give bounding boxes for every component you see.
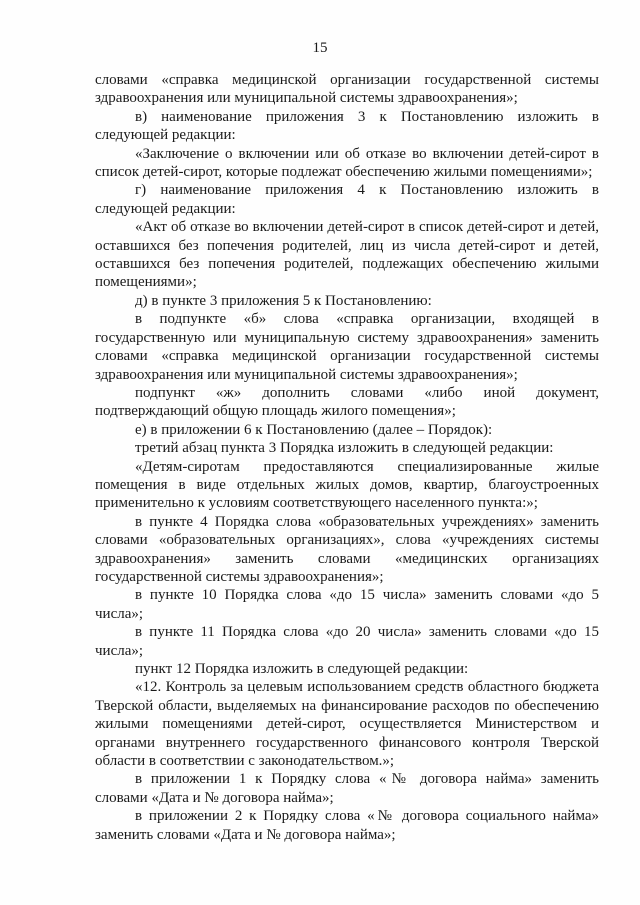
- paragraph: в приложении 1 к Порядку слова «№ договора найма» заменить словами «Дата и № договора найма»;: [95, 771, 599, 806]
- page-number: 15: [312, 40, 328, 56]
- paragraph: в пункте 11 Порядка слова «до 20 числа» заменить словами «до 15 числа»;: [95, 624, 599, 659]
- paragraph: д) в пункте 3 приложения 5 к Постановлению:: [135, 292, 432, 309]
- paragraph: в подпункте «б» слова «справка организации, входящей в государственную или муниципальную систему здравоохранения» заменить словами «справка медицинской организации государственной системы здравоохранения или муниципальной системы здравоохранения»;: [95, 311, 599, 383]
- paragraph: «Детям-сиротам предоставляются специализированные жилые помещения в виде отдельных жилых домов, квартир, благоустроенных применительно к условиям соответствующего населенного пункта:»;: [95, 458, 599, 512]
- paragraph: в приложении 2 к Порядку слова «№ договора социального найма» заменить словами «Дата и № договора найма»;: [95, 808, 599, 843]
- paragraph: «Заключение о включении или об отказе во включении детей-сирот в список детей-сирот, которые подлежат обеспечению жилыми помещениями»;: [95, 145, 599, 181]
- paragraph: подпункт «ж» дополнить словами «либо иной документ, подтверждающий общую площадь жилого помещения»;: [95, 384, 599, 420]
- paragraph: е) в приложении 6 к Постановлению (далее – Порядок):: [135, 421, 493, 438]
- paragraph: в) наименование приложения 3 к Постановлению изложить в следующей редакции:: [95, 108, 599, 144]
- paragraph: в пункте 4 Порядка слова «образовательных учреждениях» заменить словами «образовательных организациях», слова «учреждениях системы здравоохранения» заменить словами «медицинских организациях государственной системы здравоохранения»;: [95, 513, 599, 585]
- paragraph: «12. Контроль за целевым использованием средств областного бюджета Тверской области, выделяемых на финансирование расходов по обеспечению жилыми помещениями детей-сирот, осуществляется Министерством и органами внутреннего государственного финансового контроля Тверской области в соответствии с законодательством.»;: [95, 679, 599, 770]
- paragraph: «Акт об отказе во включении детей-сирот в список детей-сирот и детей, оставшихся без попечения родителей, лиц из числа детей-сирот и детей, оставшихся без попечения родителей, подлежащих обеспечению жилыми помещениями»;: [95, 219, 599, 291]
- paragraph: г) наименование приложения 4 к Постановлению изложить в следующей редакции:: [95, 182, 599, 217]
- paragraph: в пункте 10 Порядка слова «до 15 числа» заменить словами «до 5 числа»;: [95, 587, 599, 622]
- paragraph: третий абзац пункта 3 Порядка изложить в следующей редакции:: [135, 440, 554, 457]
- paragraph: пункт 12 Порядка изложить в следующей редакции:: [135, 661, 469, 677]
- document-body: [95, 71, 599, 844]
- paragraph: словами «справка медицинской организации государственной системы здравоохранения или муниципальной системы здравоохранения»;: [95, 72, 599, 107]
